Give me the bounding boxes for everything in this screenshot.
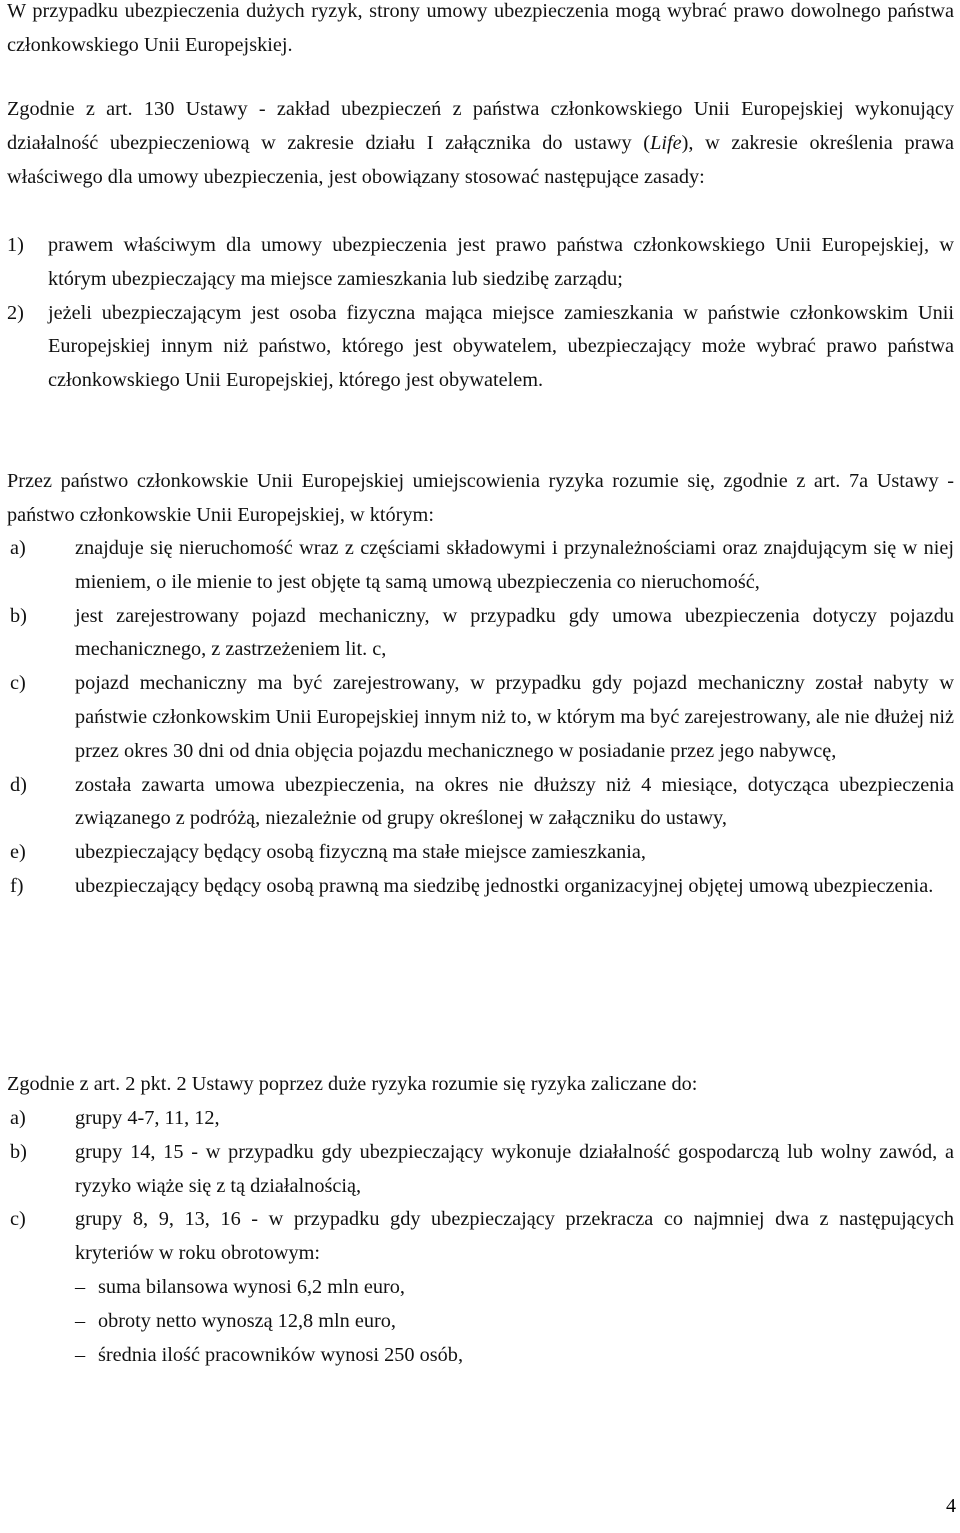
list-item <box>7 600 954 668</box>
list-item-label: f) <box>10 874 24 897</box>
list-item <box>7 836 954 870</box>
list-item <box>7 1102 954 1136</box>
life-term: Life <box>650 131 682 154</box>
rules-list <box>7 229 954 398</box>
list-item-label: c) <box>10 672 26 695</box>
list-item <box>7 1339 954 1373</box>
list-item <box>7 870 954 904</box>
list-item-text: ubezpieczający będący osobą prawną ma siedzibę jednostki organizacyjnej objętej umową ubezpieczenia. <box>75 874 934 897</box>
dash-bullet: – <box>75 1309 86 1332</box>
art130-text-end: ), w zakresie określenia prawa właściwego dla umowy ubezpieczenia, jest obowiązany stosować następujące zasady: <box>7 131 954 188</box>
list-item-text: średnia ilość pracowników wynosi 250 osób, <box>98 1343 464 1366</box>
list-item-text: jest zarejestrowany pojazd mechaniczny, w przypadku gdy umowa ubezpieczenia dotyczy pojazdu mechanicznego, z zastrzeżeniem lit. c, <box>75 604 954 661</box>
list-item <box>7 769 954 837</box>
list-item <box>7 1136 954 1204</box>
list-item-label: 1) <box>7 234 24 256</box>
paragraph-art-2: Zgodnie z art. 2 pkt. 2 Ustawy poprzez duże ryzyka rozumie się ryzyka zaliczane do: <box>7 1073 698 1095</box>
list-item <box>7 229 954 297</box>
list-item-text: suma bilansowa wynosi 6,2 mln euro, <box>98 1276 406 1298</box>
list-item <box>7 1203 954 1271</box>
list-item-label: 2) <box>7 301 24 324</box>
dash-bullet: – <box>75 1276 86 1298</box>
large-risks-list <box>7 1102 954 1271</box>
list-item-text: została zawarta umowa ubezpieczenia, na okres nie dłuższy niż 4 miesiące, dotycząca ubezpieczenia związanego z podróżą, niezależnie od grupy określonej w załączniku do ustawy, <box>75 773 954 830</box>
list-item-text: obroty netto wynoszą 12,8 mln euro, <box>98 1309 396 1332</box>
list-item-text: prawem właściwym dla umowy ubezpieczenia jest prawo państwa członkowskiego Unii Europejskiej, w którym ubezpieczający ma miejsce zamieszkania lub siedzibę zarządu; <box>48 234 954 290</box>
list-item <box>7 1271 954 1305</box>
dash-bullet: – <box>75 1343 86 1366</box>
risk-location-list <box>7 532 954 904</box>
list-item-text: ubezpieczający będący osobą fizyczną ma stałe miejsce zamieszkania, <box>75 841 646 864</box>
criteria-list <box>7 1271 954 1372</box>
list-item <box>7 1305 954 1339</box>
paragraph-art-7a: Przez państwo członkowskie Unii Europejskiej umiejscowienia ryzyka rozumie się, zgodnie z art. 7a Ustawy - państwo członkowskie Unii Europejskiej, w którym: <box>7 470 954 526</box>
list-item <box>7 297 954 398</box>
list-item-text: grupy 8, 9, 13, 16 - w przypadku gdy ubezpieczający przekracza co najmniej dwa z następujących kryteriów w roku obrotowym: <box>75 1208 954 1265</box>
list-item-text: znajduje się nieruchomość wraz z częściami składowymi i przynależnościami oraz znajdującym się w niej mieniem, o ile mienie to jest objęte tą samą umową ubezpieczenia co nieruchomość, <box>75 537 954 593</box>
list-item-label: e) <box>10 841 26 864</box>
page-number: 4 <box>946 1495 956 1517</box>
list-item-text: grupy 4-7, 11, 12, <box>75 1107 220 1129</box>
list-item-text: grupy 14, 15 - w przypadku gdy ubezpieczający wykonuje działalność gospodarczą lub wolny zawód, a ryzyko wiąże się z tą działalnością, <box>75 1140 954 1197</box>
list-item-label: b) <box>10 604 27 627</box>
list-item-label: a) <box>10 537 26 559</box>
list-item-text: pojazd mechaniczny ma być zarejestrowany, w przypadku gdy pojazd mechaniczny został nabyty w państwie członkowskim Unii Europejskiej innym niż to, w którym ma być zarejestrowany, ale nie dłużej niż przez okres 30 dni od dnia objęcia pojazdu mechanicznego w posiadanie przez jego nabywcę, <box>75 672 954 762</box>
list-item <box>7 532 954 600</box>
paragraph-choice-of-law: W przypadku ubezpieczenia dużych ryzyk, strony umowy ubezpieczenia mogą wybrać prawo dowolnego państwa członkowskiego Unii Europejskiej. <box>7 0 954 56</box>
paragraph-art-130 <box>7 93 954 194</box>
list-item-label: a) <box>10 1107 26 1129</box>
art130-text-start: Zgodnie z art. 130 Ustawy - zakład ubezpieczeń z państwa członkowskiego Unii Europejskiej wykonujący działalność ubezpieczeniową w zakresie działu I załącznika do ustawy ( <box>7 98 954 154</box>
list-item <box>7 667 954 768</box>
list-item-label: b) <box>10 1140 27 1163</box>
list-item-label: d) <box>10 773 27 796</box>
list-item-text: jeżeli ubezpieczającym jest osoba fizyczna mająca miejsce zamieszkania w państwie członkowskim Unii Europejskiej innym niż państwo, którego jest obywatelem, ubezpieczający może wybrać prawo państwa członkowskiego Unii Europejskiej, którego jest obywatelem. <box>48 301 954 392</box>
list-item-label: c) <box>10 1208 26 1231</box>
